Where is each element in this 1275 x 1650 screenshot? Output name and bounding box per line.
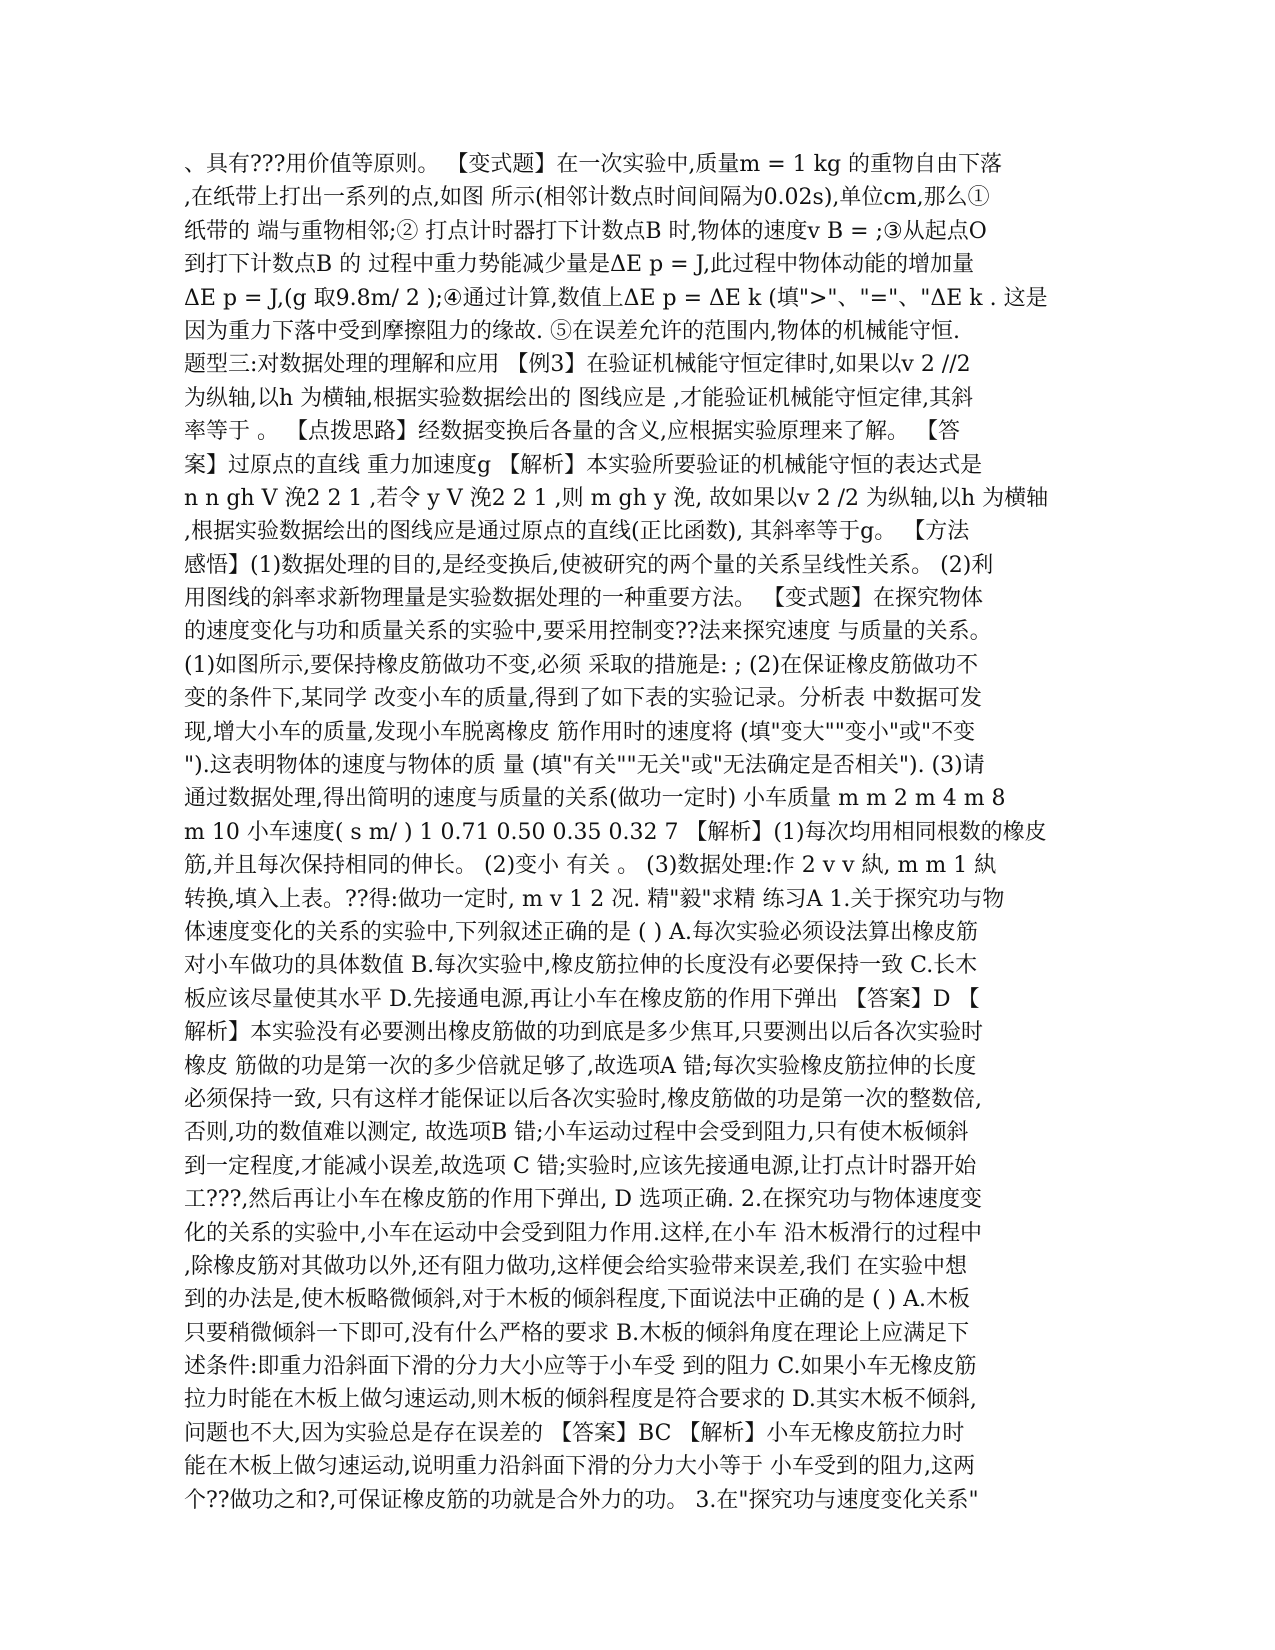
- text-line: 率等于 。 【点拨思路】经数据变换后各量的含义,应根据实验原理来了解。 【答: [184, 419, 960, 445]
- text-line: 橡皮 筋做的功是第一次的多少倍就足够了,故选项A 错;每次实验橡皮筋拉伸的长度: [184, 1053, 977, 1079]
- text-line: ,除橡皮筋对其做功以外,还有阻力做功,这样便会给实验带来误差,我们 在实验中想: [184, 1253, 967, 1279]
- text-line: 述条件:即重力沿斜面下滑的分力大小应等于小车受 到的阻力 C.如果小车无橡皮筋: [184, 1354, 977, 1380]
- text-line: 通过数据处理,得出简明的速度与质量的关系(做功一定时) 小车质量 m m 2 m 4 m 8: [184, 786, 1006, 812]
- text-line: 因为重力下落中受到摩擦阻力的缘故. ⑤在误差允许的范围内,物体的机械能守恒.: [184, 318, 960, 344]
- text-line: 体速度变化的关系的实验中,下列叙述正确的是 ( ) A.每次实验必须设法算出橡皮筋: [184, 919, 979, 945]
- text-line: 到一定程度,才能减小误差,故选项 C 错;实验时,应该先接通电源,让打点计时器开始: [184, 1153, 977, 1179]
- text-line: 板应该尽量使其水平 D.先接通电源,再让小车在橡皮筋的作用下弹出 【答案】D 【: [184, 986, 980, 1012]
- text-line: 转换,填入上表。??得:做功一定时, m v 1 2 况. 精"毅"求精 练习A 1.关于探究功与物: [184, 886, 1005, 912]
- text-line: 筋,并且每次保持相同的伸长。 (2)变小 有关 。 (3)数据处理:作 2 v v 紈, m m 1 紈: [184, 853, 997, 879]
- text-line: 到的办法是,使木板略微倾斜,对于木板的倾斜程度,下面说法中正确的是 ( ) A.木板: [184, 1287, 971, 1313]
- body-text: [184, 148, 1084, 1517]
- text-line: 现,增大小车的质量,发现小车脱离橡皮 筋作用时的速度将 (填"变大""变小"或"不变: [184, 719, 976, 745]
- text-line: 否则,功的数值难以测定, 故选项B 错;小车运动过程中会受到阻力,只有使木板倾斜: [184, 1120, 969, 1146]
- text-line: 只要稍微倾斜一下即可,没有什么严格的要求 B.木板的倾斜角度在理论上应满足下: [184, 1320, 970, 1346]
- text-line: ").这表明物体的速度与物体的质 量 (填"有关""无关"或"无法确定是否相关"). (3)请: [184, 753, 985, 779]
- text-line: ,在纸带上打出一系列的点,如图 所示(相邻计数点时间间隔为0.02s),单位cm,那么①: [184, 185, 990, 211]
- text-line: 题型三:对数据处理的理解和应用 【例3】在验证机械能守恒定律时,如果以v 2 //2: [184, 352, 971, 378]
- text-line: 用图线的斜率求新物理量是实验数据处理的一种重要方法。 【变式题】在探究物体: [184, 586, 983, 612]
- text-line: 变的条件下,某同学 改变小车的质量,得到了如下表的实验记录。分析表 中数据可发: [184, 686, 982, 712]
- text-line: 为纵轴,以h 为横轴,根据实验数据绘出的 图线应是 ,才能验证机械能守恒定律,其斜: [184, 385, 974, 411]
- text-line: 个??做功之和?,可保证橡皮筋的功就是合外力的功。 3.在"探究功与速度变化关系": [184, 1487, 979, 1513]
- text-line: (1)如图所示,要保持橡皮筋做功不变,必须 采取的措施是: ; (2)在保证橡皮筋做功不: [184, 652, 979, 678]
- text-line: 能在木板上做匀速运动,说明重力沿斜面下滑的分力大小等于 小车受到的阻力,这两: [184, 1454, 975, 1480]
- text-line: 纸带的 端与重物相邻;② 打点计时器打下计数点B 时,物体的速度v B = ;③从起点O: [184, 218, 987, 244]
- text-line: 解析】本实验没有必要测出橡皮筋做的功到底是多少焦耳,只要测出以后各次实验时: [184, 1020, 983, 1046]
- text-line: 化的关系的实验中,小车在运动中会受到阻力作用.这样,在小车 沿木板滑行的过程中: [184, 1220, 982, 1246]
- text-line: ΔE p = J,(g 取9.8m/ 2 );④通过计算,数值上ΔE p = ΔE k (填">"、"="、"ΔE k . 这是: [184, 285, 1048, 311]
- text-line: 工???,然后再让小车在橡皮筋的作用下弹出, D 选项正确. 2.在探究功与物体速度变: [184, 1187, 982, 1213]
- text-line: 案】过原点的直线 重力加速度g 【解析】本实验所要验证的机械能守恒的表达式是: [184, 452, 983, 478]
- text-line: 对小车做功的具体数值 B.每次实验中,橡皮筋拉伸的长度没有必要保持一致 C.长木: [184, 953, 978, 979]
- text-line: 、具有???用价值等原则。 【变式题】在一次实验中,质量m = 1 kg 的重物自由下落: [184, 152, 1003, 177]
- text-line: m 10 小车速度( s m/ ) 1 0.71 0.50 0.35 0.32 7 【解析】(1)每次均用相同根数的橡皮: [184, 819, 1047, 845]
- text-line: 拉力时能在木板上做匀速运动,则木板的倾斜程度是符合要求的 D.其实木板不倾斜,: [184, 1387, 977, 1413]
- text-line: n n gh V 浼2 2 1 ,若令 y V 浼2 2 1 ,则 m gh y 浼, 故如果以v 2 /2 为纵轴,以h 为横轴: [184, 485, 1049, 511]
- text-line: 的速度变化与功和质量关系的实验中,要采用控制变??法来探究速度 与质量的关系。: [184, 619, 992, 645]
- text-line: 必须保持一致, 只有这样才能保证以后各次实验时,橡皮筋做的功是第一次的整数倍,: [184, 1086, 982, 1112]
- text-line: 问题也不大,因为实验总是存在误差的 【答案】BC 【解析】小车无橡皮筋拉力时: [184, 1420, 965, 1446]
- text-line: 到打下计数点B 的 过程中重力势能减少量是ΔE p = J,此过程中物体动能的增加量: [184, 252, 975, 278]
- text-line: ,根据实验数据绘出的图线应是通过原点的直线(正比函数), 其斜率等于g。 【方法: [184, 519, 970, 545]
- text-line: 感悟】(1)数据处理的目的,是经变换后,使被研究的两个量的关系呈线性关系。 (2)利: [184, 552, 994, 578]
